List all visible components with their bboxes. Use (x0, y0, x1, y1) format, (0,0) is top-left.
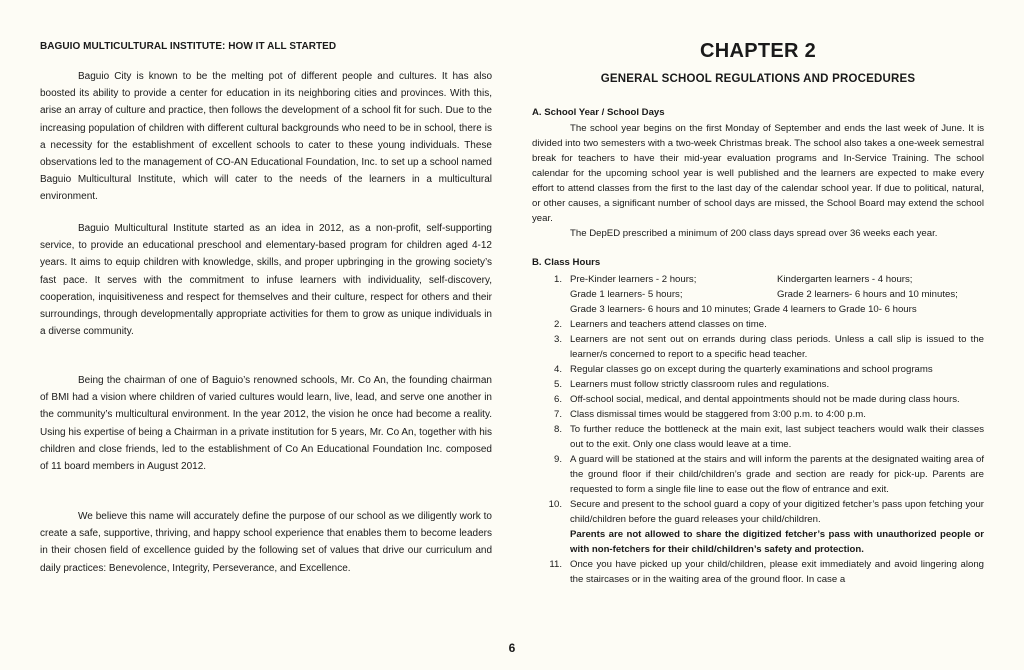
list-number: 11. (549, 559, 562, 570)
hours-grade3-10: Grade 3 learners- 6 hours and 10 minutes; Grade 4 learners to Grade 10- 6 hours (570, 304, 917, 315)
class-hours-list (532, 272, 984, 587)
right-page (532, 0, 984, 670)
rule-text: Learners must follow strictly classroom rules and regulations. (570, 379, 830, 390)
list-item (532, 377, 984, 392)
section-b-heading: B. Class Hours (532, 257, 601, 268)
list-number: 8. (553, 424, 562, 435)
section-heading: BAGUIO MULTICULTURAL INSTITUTE: HOW IT ALL STARTED (40, 41, 337, 52)
list-item (532, 392, 984, 407)
rule-text: To further reduce the bottleneck at the main exit, last subject teachers would walk their classes out to the exit. Only one class would leave at a time. (570, 424, 984, 450)
paragraph-4: We believe this name will accurately define the purpose of our school as we diligently work to create a safe, supportive, thriving, and happy school experience that enables them to become leaders in their chosen field of excellence guided by the following set of values that drive our curriculum and daily practices: Benevolence, Integrity, Perseverance, and Excellence. (40, 511, 492, 574)
list-item (532, 452, 984, 497)
section-a-heading: A. School Year / School Days (532, 107, 665, 118)
list-item (532, 557, 984, 587)
list-item (532, 497, 984, 557)
list-number: 3. (553, 334, 562, 345)
school-year-paragraph: The school year begins on the first Monday of September and ends the last week of June. It is divided into two semesters with a two-week Christmas break. The school also takes a one-week semestral break for teachers to have their mid-year evaluation programs and In-Service Training. The school calendar for the upcoming school year is well published and the learners are expected to make every effort to attend classes from the first to the last day of the calendar school year. If due to political, natural, or other causes, a significant number of school days are missed, the School Board may extend the school year. (532, 123, 984, 224)
chapter-title: CHAPTER 2 (699, 40, 817, 62)
list-number: 4. (553, 364, 562, 375)
rule-text: Class dismissal times would be staggered from 3:00 p.m. to 4:00 p.m. (570, 409, 866, 420)
page-number: 6 (508, 641, 516, 655)
list-item (532, 317, 984, 332)
list-number: 2. (553, 319, 562, 330)
rule-text: A guard will be stationed at the stairs and will inform the parents at the designated waiting area of the ground floor if their child/children’s grade and section are ready for pick-up. Parents are requested to form a single file line to ease out the flow of entrance and exit. (570, 454, 984, 495)
hours-grade1: Grade 1 learners- 5 hours; (570, 289, 683, 300)
list-item (532, 272, 984, 317)
list-item (532, 407, 984, 422)
deped-paragraph: The DepED prescribed a minimum of 200 class days spread over 36 weeks each year. (570, 228, 938, 239)
list-item (532, 362, 984, 377)
list-number: 6. (553, 394, 562, 405)
rule-text: Learners are not sent out on errands during class periods. Unless a call slip is issued to the learner/s concerned to report to a specific head teacher. (570, 334, 984, 360)
list-number: 10. (548, 499, 562, 510)
list-number: 9. (553, 454, 562, 465)
rule-text: Once you have picked up your child/children, please exit immediately and avoid lingering along the staircases or in the waiting area of the ground floor. In case a (570, 559, 984, 585)
list-item (532, 332, 984, 362)
hours-grid (570, 272, 984, 317)
hours-kindergarten: Kindergarten learners - 4 hours; (777, 274, 913, 285)
chapter-subtitle: GENERAL SCHOOL REGULATIONS AND PROCEDURES (600, 73, 916, 85)
rule-text: Learners and teachers attend classes on time. (570, 319, 767, 330)
paragraph-2: Baguio Multicultural Institute started as an idea in 2012, as a non-profit, self-supporting service, to provide an educational preschool and elementary-based program for children aged 4-12 years. It aims to equip children with knowledge, skills, and proper upbringing in the growing society’s fast pace. It serves with the commitment to infuse learners with individuality, self-discovery, cooperation, inquisitiveness and respect for themselves and their culture, respect for others and their surroundings, through developmentally appropriate activities for them to grow as unique individuals in a diverse community. (40, 223, 492, 338)
list-item (532, 422, 984, 452)
hours-grade2: Grade 2 learners- 6 hours and 10 minutes; (777, 289, 958, 300)
hours-prekinder: Pre-Kinder learners - 2 hours; (570, 274, 697, 285)
fetcher-pass-warning: Parents are not allowed to share the digitized fetcher’s pass with unauthorized people or with non-fetchers for their child/children’s safety and protection. (570, 529, 984, 555)
list-number: 5. (553, 379, 562, 390)
paragraph-1: Baguio City is known to be the melting pot of different people and cultures. It has also boosted its ability to provide a center for education in its neighboring cities and provinces. With this, arise an array of culture and practice, then follows the development of a school fit for such. Due to the increasing population of children with different cultural backgrounds who need to be in school, there is a necessity for the establishment of excellent schools to cater to these young individuals. These observations led to the management of CO-AN Educational Foundation, Inc. to set up a school named Baguio Multicultural Institute, which will cater to the needs of the learners in a multicultural environment. (40, 71, 492, 203)
list-number: 7. (553, 409, 562, 420)
list-number: 1. (553, 274, 562, 285)
left-page (40, 0, 492, 670)
rule-text: Secure and present to the school guard a copy of your digitized fetcher’s pass upon fetching your child/children before the guard releases your child/children. (570, 499, 984, 525)
rule-text: Off-school social, medical, and dental appointments should not be made during class hours. (570, 394, 960, 405)
paragraph-3: Being the chairman of one of Baguio’s renowned schools, Mr. Co An, the founding chairman of BMI had a vision where children of varied cultures would learn, live, lead, and serve one another in the community’s multicultural environment. In the year 2012, the vision he once had become a reality. Using his expertise of being a Chairman in a private institution for 5 years, Mr. Co An, together with his children and close friends, led to the establishment of Co An Educational Foundation Inc. composed of 11 board members in August 2012. (40, 375, 492, 473)
rule-text: Regular classes go on except during the quarterly examinations and school programs (570, 364, 933, 375)
